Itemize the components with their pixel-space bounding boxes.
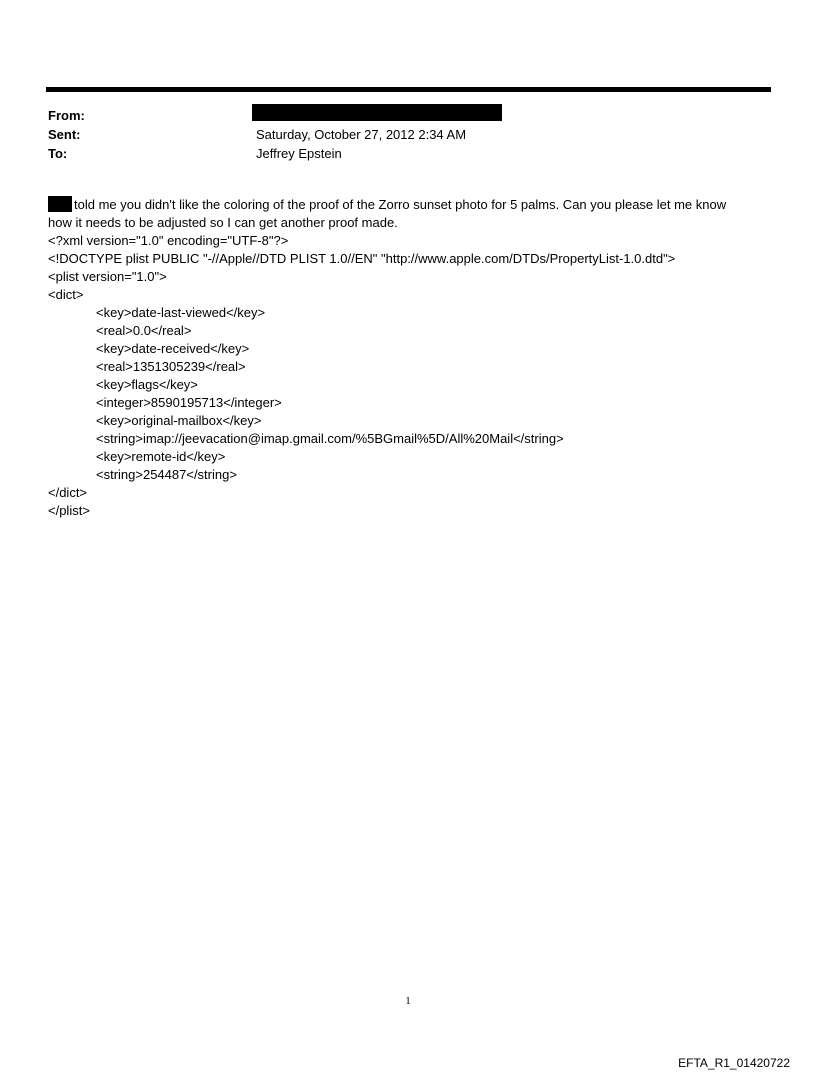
from-redaction-bar <box>252 104 502 121</box>
plist-line: <string>imap://jeevacation@imap.gmail.com/%5BGmail%5D/All%20Mail</string> <box>96 431 564 446</box>
header-divider <box>46 87 771 92</box>
plist-line: </plist> <box>48 503 90 518</box>
plist-line: <real>1351305239</real> <box>96 359 246 374</box>
plist-line: <key>date-received</key> <box>96 341 250 356</box>
plist-line: <string>254487</string> <box>96 467 237 482</box>
message-line <box>48 196 788 214</box>
document-id: EFTA_R1_01420722 <box>678 1056 790 1070</box>
plist-line: <?xml version="1.0" encoding="UTF-8"?> <box>48 233 289 248</box>
to-value: Jeffrey Epstein <box>256 146 342 161</box>
plist-line: <key>flags</key> <box>96 377 198 392</box>
plist-line: <!DOCTYPE plist PUBLIC "-//Apple//DTD PLIST 1.0//EN" "http://www.apple.com/DTDs/PropertyList-1.0.dtd"> <box>48 251 676 266</box>
message-text: told me you didn't like the coloring of the proof of the Zorro sunset photo for 5 palms. Can you please let me know <box>74 197 727 212</box>
plist-line: <key>remote-id</key> <box>96 449 226 464</box>
message-body <box>48 196 788 520</box>
plist-line: <key>original-mailbox</key> <box>96 413 262 428</box>
sent-label: Sent: <box>48 127 81 142</box>
plist-line: </dict> <box>48 485 88 500</box>
page-number: 1 <box>405 995 411 1007</box>
from-label: From: <box>48 108 85 123</box>
plist-line: <integer>8590195713</integer> <box>96 395 282 410</box>
to-label: To: <box>48 146 68 161</box>
plist-line: <dict> <box>48 287 84 302</box>
sent-value: Saturday, October 27, 2012 2:34 AM <box>256 127 467 142</box>
name-redaction-bar <box>48 196 72 212</box>
plist-line: <real>0.0</real> <box>96 323 192 338</box>
message-line: how it needs to be adjusted so I can get another proof made. <box>48 215 398 230</box>
plist-line: <plist version="1.0"> <box>48 269 167 284</box>
plist-line: <key>date-last-viewed</key> <box>96 305 266 320</box>
